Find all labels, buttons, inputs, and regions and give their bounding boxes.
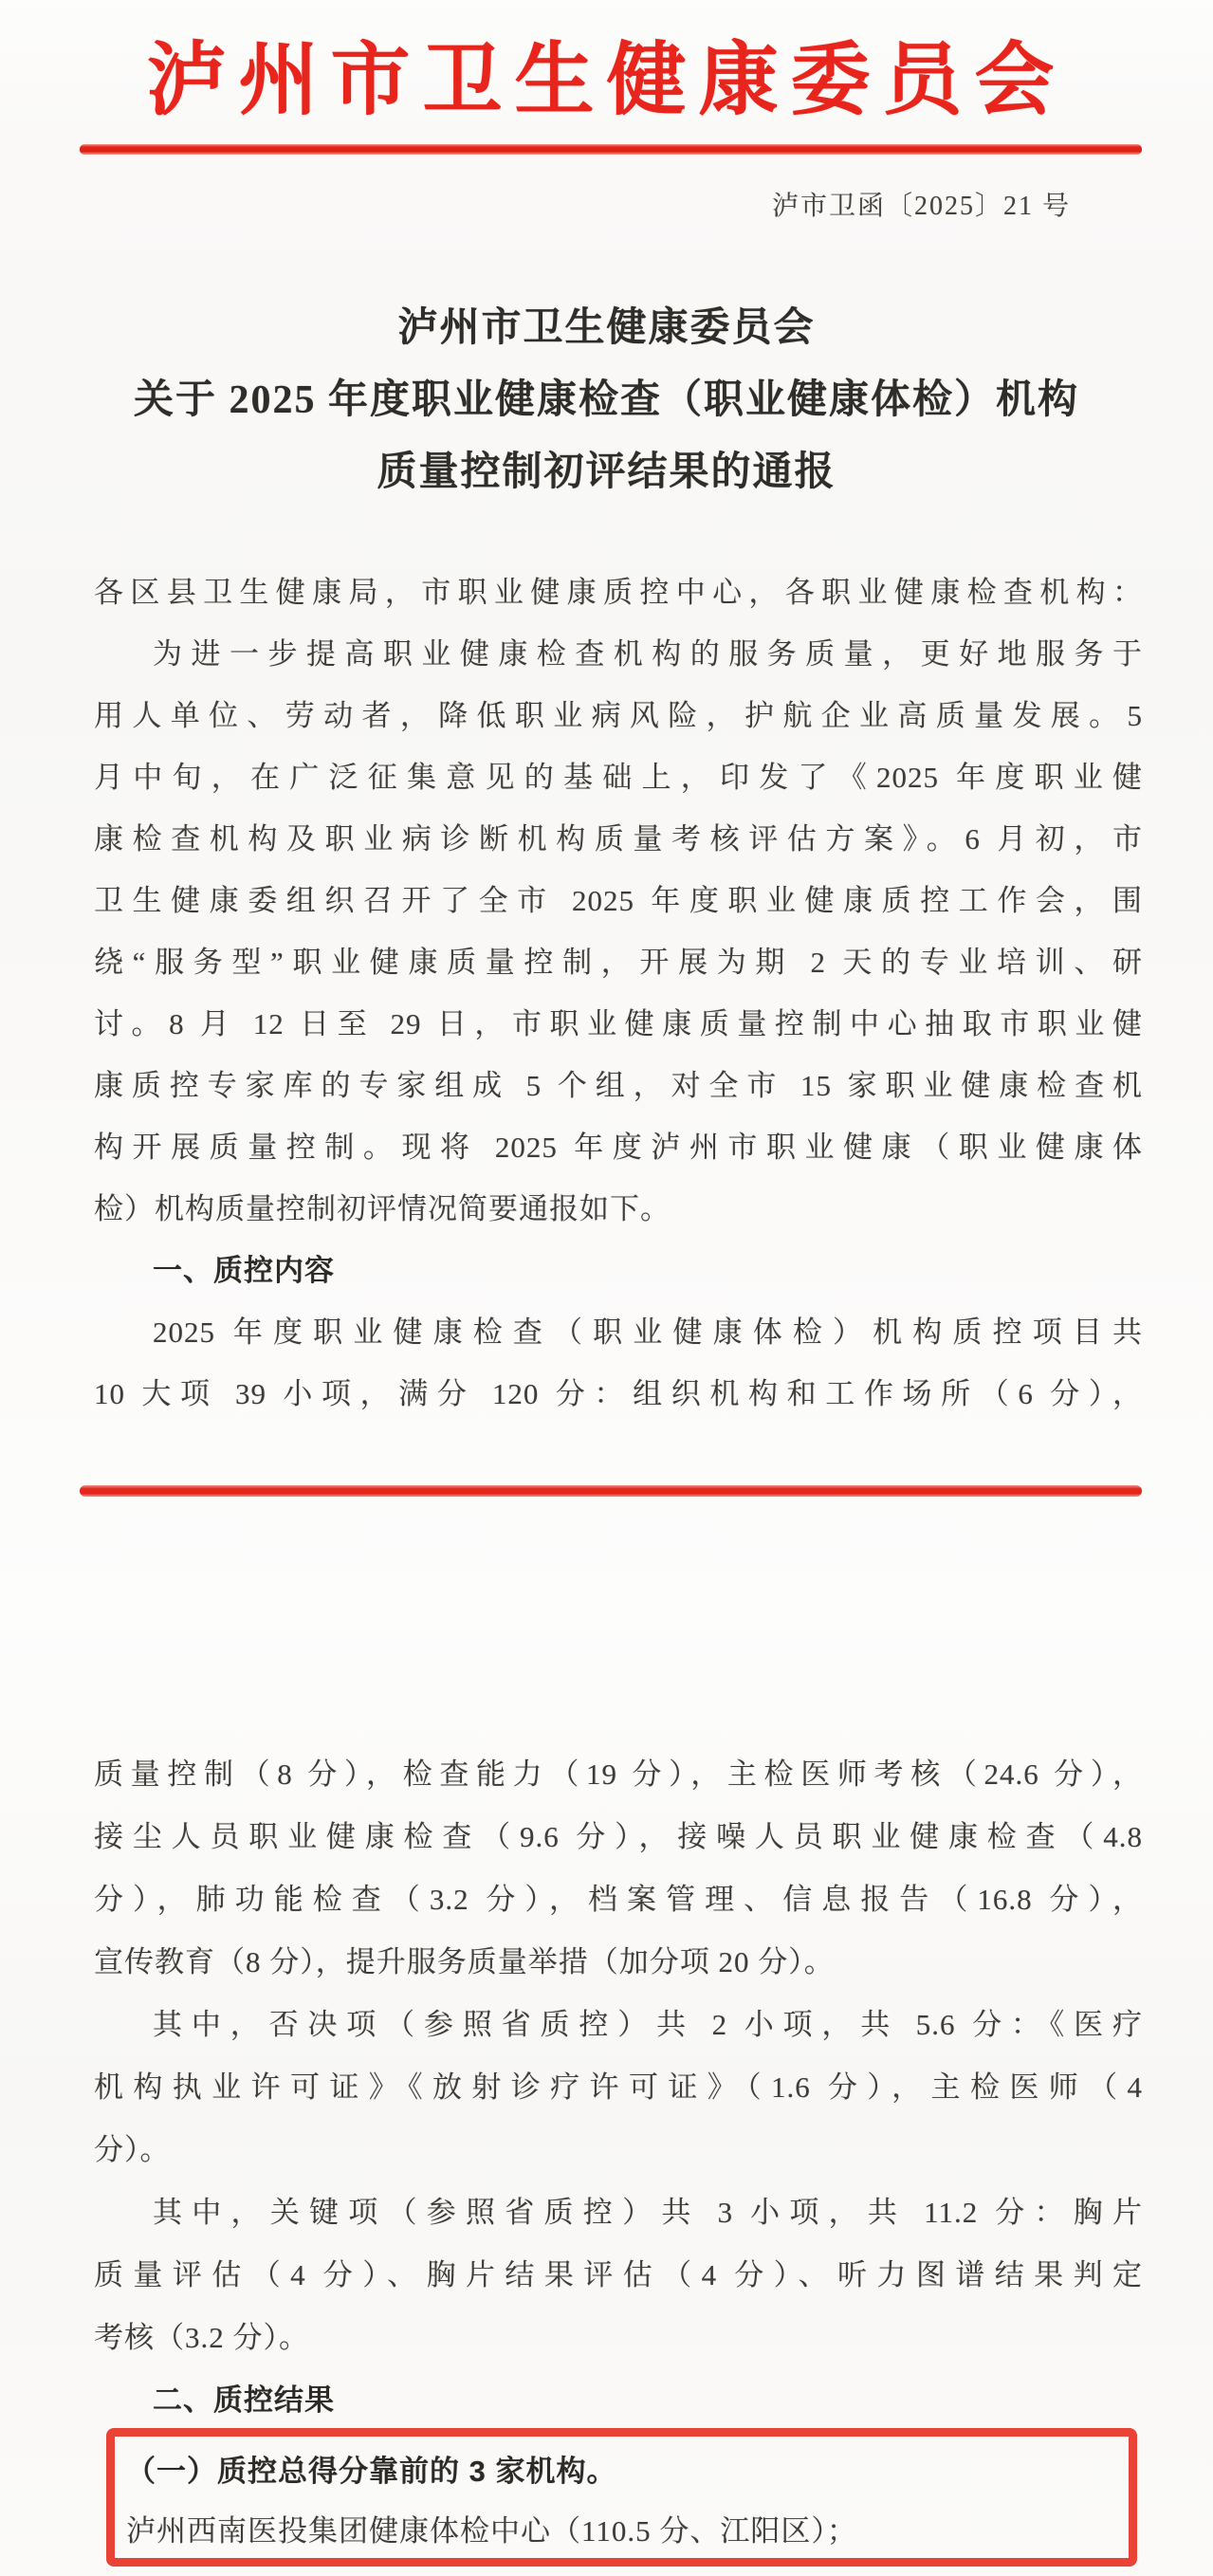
body-line: 绕“服务型”职业健康质量控制，开展为期 2 天的专业培训、研 <box>94 946 1143 979</box>
org-header-title: 泸州市卫生健康委员会 <box>146 37 1067 125</box>
page-break-marker <box>80 1485 1142 1497</box>
highlight-line: 泸州西南医投集团健康体检中心（110.5 分、江阳区）； <box>126 2514 857 2548</box>
body-line: 各区县卫生健康局，市职业健康质控中心，各职业健康检查机构： <box>94 576 1143 609</box>
body-line: 构开展质量控制。现将 2025 年度泸州市职业健康（职业健康体 <box>94 1131 1143 1164</box>
body-line: 一、质控内容 <box>153 1254 335 1287</box>
body-page2 <box>94 1743 1143 2432</box>
highlight-line: （一）质控总得分靠前的 3 家机构。 <box>126 2455 617 2488</box>
body-line: 机构执业许可证》《放射诊疗许可证》（1.6 分），主检医师（4 <box>94 2070 1143 2104</box>
header-divider <box>80 144 1142 155</box>
body-line: 卫生健康委组织召开了全市 2025 年度职业健康质控工作会，围 <box>94 884 1143 917</box>
title-line-1: 泸州市卫生健康委员会 <box>397 306 816 350</box>
body-line: 为进一步提高职业健康检查机构的服务质量，更好地服务于 <box>153 637 1143 671</box>
title-line-2: 关于 2025 年度职业健康检查（职业健康体检）机构 <box>133 378 1079 422</box>
body-line: 分），肺功能检查（3.2 分），档案管理、信息报告（16.8 分）， <box>94 1883 1143 1916</box>
body-line: 质量控制（8 分），检查能力（19 分），主检医师考核（24.6 分）， <box>94 1757 1143 1791</box>
body-page1 <box>94 561 1143 1425</box>
body-line: 月中旬，在广泛征集意见的基础上，印发了《2025 年度职业健 <box>94 761 1143 794</box>
body-line: 讨。8 月 12 日至 29 日，市职业健康质量控制中心抽取市职业健 <box>94 1007 1143 1040</box>
body-line: 2025 年度职业健康检查（职业健康体检）机构质控项目共 <box>153 1316 1143 1349</box>
doc-number: 泸市卫函〔2025〕21 号 <box>771 192 1071 221</box>
title-line-3: 质量控制初评结果的通报 <box>377 451 836 494</box>
body-line: 分）。 <box>94 2133 171 2166</box>
body-line: 接尘人员职业健康检查（9.6 分），接噪人员职业健康检查（4.8 <box>94 1820 1143 1853</box>
body-line: 10 大项 39 小项，满分 120 分：组织机构和工作场所（6 分）， <box>94 1377 1143 1410</box>
body-line: 其中，关键项（参照省质控）共 3 小项，共 11.2 分：胸片 <box>153 2196 1143 2229</box>
body-line: 康质控专家库的专家组成 5 个组，对全市 15 家职业健康检查机 <box>94 1069 1143 1102</box>
result-highlight-box <box>106 2428 1137 2567</box>
body-line: 康检查机构及职业病诊断机构质量考核评估方案》。6 月初，市 <box>94 822 1143 856</box>
body-line: 质量评估（4 分）、胸片结果评估（4 分）、听力图谱结果判定 <box>94 2258 1143 2291</box>
body-line: 宣传教育（8 分），提升服务质量举措（加分项 20 分）。 <box>94 1945 835 1978</box>
body-line: 用人单位、劳动者，降低职业病风险，护航企业高质量发展。5 <box>94 699 1143 732</box>
document-title <box>38 292 1175 508</box>
body-line: 其中，否决项（参照省质控）共 2 小项，共 5.6 分：《医疗 <box>153 2008 1143 2041</box>
body-line: 二、质控结果 <box>153 2383 335 2417</box>
body-line: 考核（3.2 分）。 <box>94 2321 309 2354</box>
body-line: 检）机构质量控制初评情况简要通报如下。 <box>94 1192 671 1225</box>
